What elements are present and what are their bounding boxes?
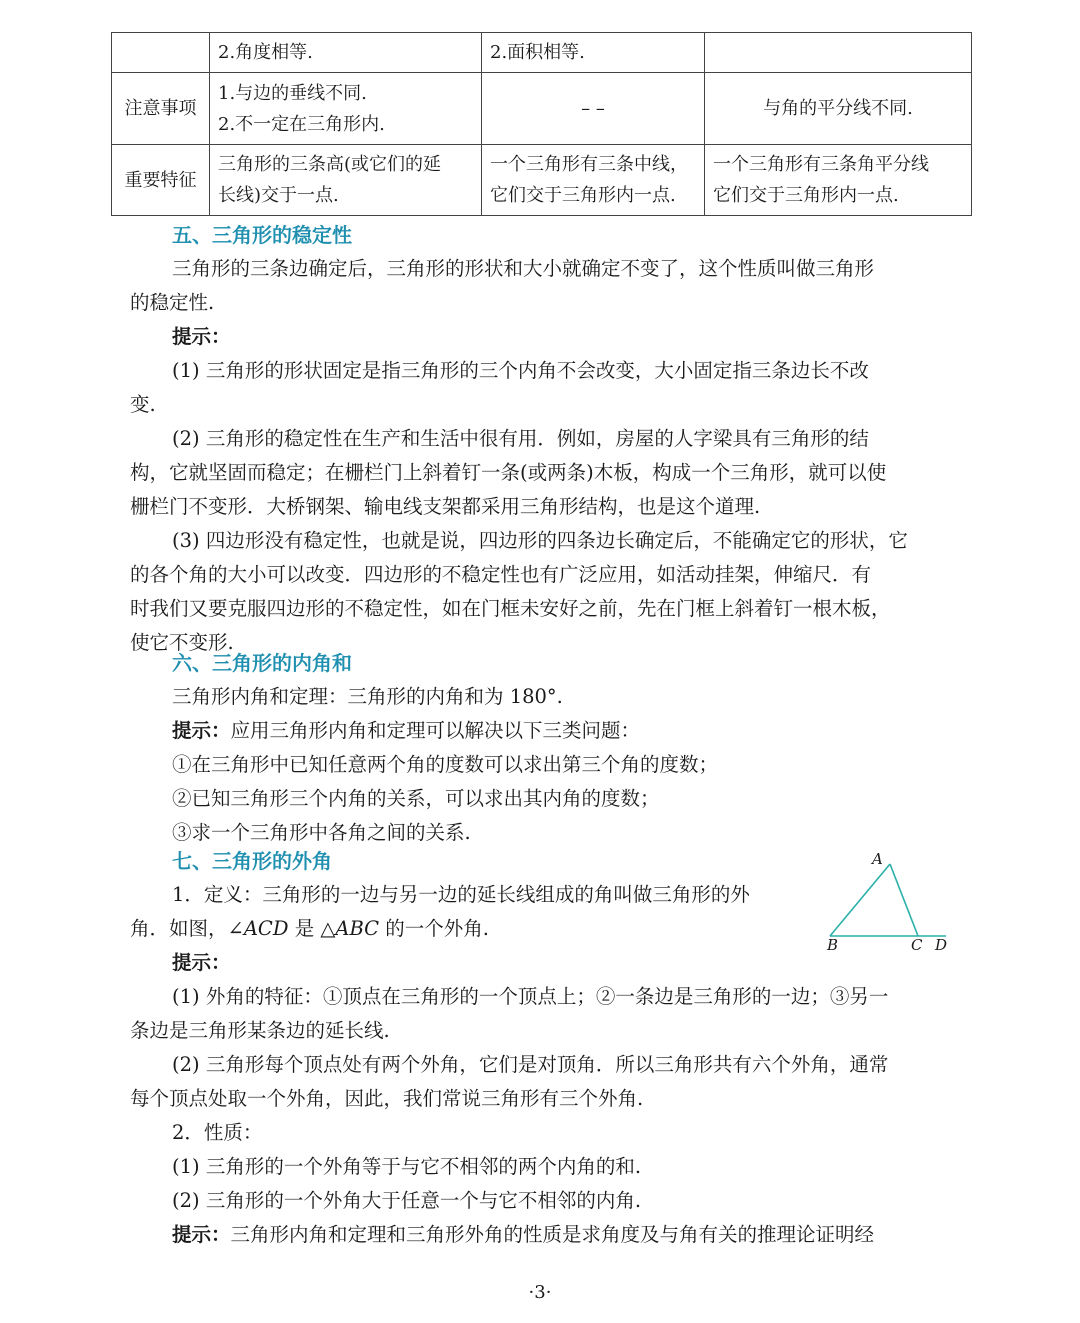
math-angle: ∠ACD <box>227 917 289 940</box>
tip-text: 三角形内角和定理和三角形外角的性质是求角度及与角有关的推理论证明经 <box>230 1223 875 1246</box>
paragraph-line: 每个顶点处取一个外角，因此，我们常说三角形有三个外角. <box>130 1087 644 1110</box>
paragraph-line: 三角形内角和定理：三角形的内角和为 180°. <box>172 685 563 708</box>
table-cell <box>482 73 705 145</box>
cell-text: 与角的平分线不同. <box>763 98 913 119</box>
section-heading: 五、三角形的稳定性 <box>172 223 352 247</box>
section-heading: 七、三角形的外角 <box>172 849 332 873</box>
cell-text: 它们交于三角形内一点. <box>713 185 899 206</box>
section-heading: 六、三角形的内角和 <box>172 651 352 675</box>
list-item: (2) 三角形的一个外角大于任意一个与它不相邻的内角. <box>172 1189 642 1212</box>
cell-text: 三角形的三条高(或它们的延 <box>218 154 442 175</box>
paragraph-line: 1．定义：三角形的一边与另一边的延长线组成的角叫做三角形的外 <box>172 883 750 906</box>
cell-text: 2.不一定在三角形内. <box>218 113 385 135</box>
table-row <box>112 145 972 216</box>
list-item: ①在三角形中已知任意两个角的度数可以求出第三个角的度数； <box>172 753 719 776</box>
tip-line <box>172 1218 874 1252</box>
math-triangle: △ABC <box>320 917 380 940</box>
side-ab <box>830 864 890 936</box>
cell-text: – – <box>581 98 605 119</box>
paragraph-line: 三角形的三条边确定后，三角形的形状和大小就确定不变了，这个性质叫做三角形 <box>172 257 875 280</box>
comparison-table <box>111 32 972 216</box>
paragraph-line: (1) 三角形的形状固定是指三角形的三个内角不会改变，大小固定指三条边长不改 <box>172 359 869 382</box>
cell-text: 一个三角形有三条中线， <box>490 154 688 175</box>
cell-text: 2.角度相等. <box>218 42 313 63</box>
table-cell <box>210 33 482 73</box>
vertex-label-a: A <box>872 850 883 868</box>
list-item: ②已知三角形三个内角的关系，可以求出其内角的度数； <box>172 787 660 810</box>
tip-text: 应用三角形内角和定理可以解决以下三类问题： <box>230 719 641 742</box>
paragraph-line: (1) 外角的特征：①顶点在三角形的一个顶点上；②一条边是三角形的一边；③另一 <box>172 985 889 1008</box>
triangle-figure <box>822 848 952 958</box>
cell-text: 长线)交于一点. <box>218 185 339 206</box>
text-run: 角．如图， <box>130 917 228 940</box>
paragraph-line: 条边是三角形某条边的延长线. <box>130 1019 390 1042</box>
tip-label: 提示： <box>172 951 231 974</box>
table-cell: 重要特征 <box>112 145 210 216</box>
table-row <box>112 33 972 73</box>
text-run: 的一个外角. <box>379 917 490 940</box>
paragraph-line: 时我们又要克服四边形的不稳定性，如在门框未安好之前，先在门框上斜着钉一根木板， <box>130 597 891 620</box>
vertex-label-d: D <box>935 936 948 954</box>
tip-label: 提示： <box>172 325 231 348</box>
table-cell <box>705 33 972 73</box>
text-run: 是 <box>288 917 321 940</box>
table-cell <box>705 145 972 216</box>
table-cell: 注意事项 <box>112 73 210 145</box>
table-cell <box>112 33 210 73</box>
paragraph-line: 构，它就坚固而稳定；在栅栏门上斜着钉一条(或两条)木板，构成一个三角形，就可以使 <box>130 461 887 484</box>
table-cell <box>482 145 705 216</box>
cell-text: 它们交于三角形内一点. <box>490 185 676 206</box>
paragraph-line: 使它不变形. <box>130 631 234 654</box>
cell-text: 一个三角形有三条角平分线 <box>713 154 929 175</box>
cell-text: 1.与边的垂线不同. <box>218 82 367 104</box>
side-ac <box>890 864 918 936</box>
tip-line <box>172 714 640 748</box>
paragraph-line: 栅栏门不变形．大桥钢架、输电线支架都采用三角形结构，也是这个道理. <box>130 495 761 518</box>
paragraph-line: (2) 三角形的稳定性在生产和生活中很有用．例如，房屋的人字梁具有三角形的结 <box>172 427 869 450</box>
table-cell <box>482 33 705 73</box>
paragraph-line: (3) 四边形没有稳定性，也就是说，四边形的四条边长确定后，不能确定它的形状，它 <box>172 529 908 552</box>
table-cell <box>210 145 482 216</box>
paragraph-line: 变. <box>130 393 156 416</box>
vertex-label-c: C <box>911 936 923 954</box>
cell-text: 2.面积相等. <box>490 42 585 63</box>
tip-label: 提示： <box>172 719 231 742</box>
paragraph-line: (2) 三角形每个顶点处有两个外角，它们是对顶角．所以三角形共有六个外角，通常 <box>172 1053 889 1076</box>
list-item: (1) 三角形的一个外角等于与它不相邻的两个内角的和. <box>172 1155 642 1178</box>
list-item: ③求一个三角形中各角之间的关系. <box>172 821 471 844</box>
page-number: ·3· <box>528 1282 552 1303</box>
paragraph-line <box>130 912 489 946</box>
paragraph-line: 的各个角的大小可以改变．四边形的不稳定性也有广泛应用，如活动挂架，伸缩尺．有 <box>130 563 872 586</box>
table-cell <box>210 73 482 145</box>
paragraph-line: 2．性质： <box>172 1121 263 1144</box>
paragraph-line: 的稳定性. <box>130 291 215 314</box>
vertex-label-b: B <box>827 936 839 954</box>
tip-label: 提示： <box>172 1223 231 1246</box>
table-cell <box>705 73 972 145</box>
table-row <box>112 73 972 145</box>
triangle-diagram <box>822 848 952 958</box>
